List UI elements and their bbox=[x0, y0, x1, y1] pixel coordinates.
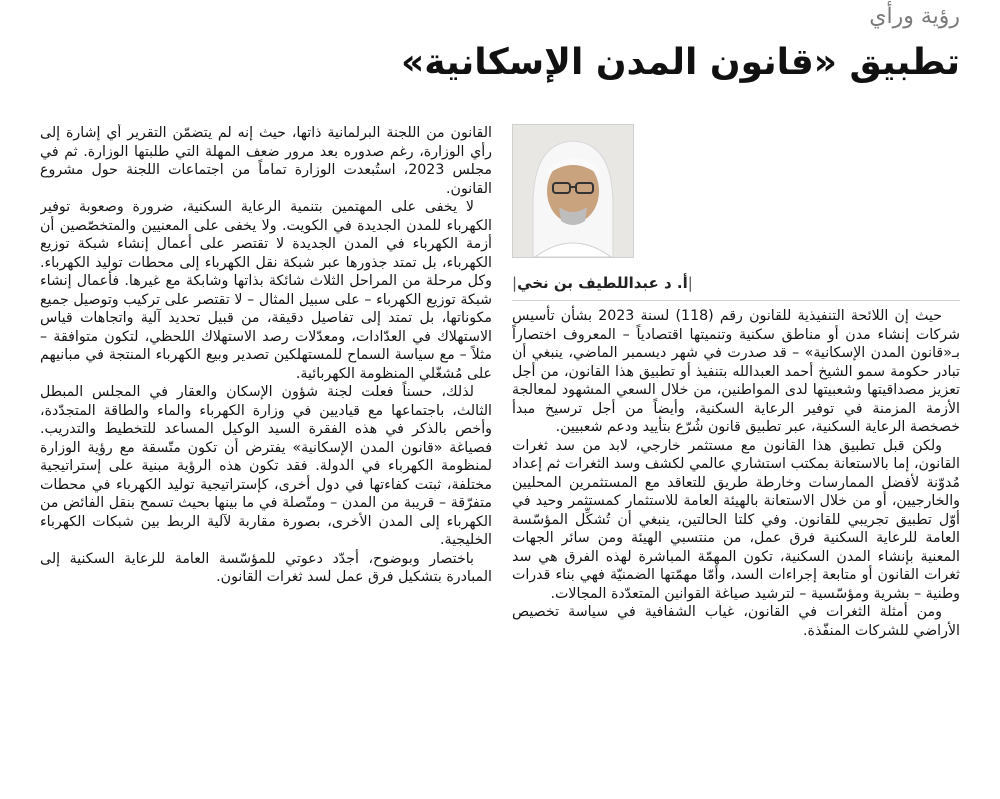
paragraph: حيث إن اللائحة التنفيذية للقانون رقم (118) لسنة 2023 بشأن تأسيس شركات إنشاء مدن أو مناطق سكنية وتنميتها اقتصادياً – المعروف اختصاراً بـ«قانون المدن الإسكانية» – قد صدرت في شهر ديسمبر الماضي، ينبغي أن تبادر حكومة سمو الشيخ أحمد العبدالله بتنفيذ أو تطبيق هذا القانون، من أجل تعزيز مصداقيتها وشعبيتها لدى المواطنين، من خلال السعي المشهود لمعالجة الأزمة المزمنة في توفير الرعاية السكنية، وأيضاً من أجل ترسيخ مبدأ خصخصة الرعاية السكنية، عبر تطبيق قانون شُرّع بتأييد ودعم شعبيين. bbox=[512, 308, 960, 435]
article-column-right bbox=[512, 124, 960, 799]
author-portrait-icon bbox=[513, 125, 633, 257]
article-title: تطبيق «قانون المدن الإسكانية» bbox=[400, 42, 960, 83]
paragraph: لذلك، حسناً فعلت لجنة شؤون الإسكان والعقار في المجلس المبطل الثالث، باجتماعها مع قياديين في وزارة الكهرباء والماء والطاقة المتجدّدة، وأخص بالذكر في هذه الفقرة السيد الوكيل المساعد للتخطيط والتدريب. فصياغة «قانون المدن الإسكانية» يفترض أن تكون متّسقة مع رؤية الوزارة لمنظومة الكهرباء في الدولة. فقد تكون هذه الرؤية مبنية على إستراتيجية مختلفة، ثبتت كفاءتها في دول أخرى، كإستراتيجية توليد الكهرباء في محطات متفرّقة – قريبة من المدن – ومتّصلة في ما بينها بحيث تسمح بنقل الفائض من الكهرباء إلى المدن الأخرى، بصورة مقاربة لآلية الربط بين شبكات الكهرباء الخليجية. bbox=[40, 384, 492, 548]
author-photo bbox=[512, 124, 634, 258]
author-name: |أ. د عبداللطيف بن نخي| bbox=[512, 273, 693, 292]
paragraph: ولكن قبل تطبيق هذا القانون مع مستثمر خارجي، لابد من سد ثغرات القانون، إما بالاستعانة بمكتب استشاري عالمي لكشف وسد الثغرات ثم إعداد مُدوّنة لأفضل الممارسات وخارطة طريق للتعاقد مع المستثمرين المحليين والخارجيين، أو من خلال الاستعانة بالهيئة العامة للاستثمار كمستثمر وحيد في أوّل تطبيق تجريبي للقانون. وفي كلتا الحالتين، ينبغي أن تُشكِّل المؤسّسة العامة للرعاية السكنية فرق عمل، من منتسبي الهيئة ومن سائر الجهات المعنية بإنشاء المدن السكنية، تكون المهمّة المباشرة لهذه الفرق هي سد ثغرات القانون أو متابعة إجراءات السد، وأمّا مهمّتها الضمنيّة فهي بناء قدرات وطنية – بشرية ومؤسّسية – لترشيد صياغة القوانين المتعدّدة المجالات. bbox=[512, 437, 960, 602]
paragraph: باختصار وبوضوح، أجدّد دعوتي للمؤسّسة العامة للرعاية السكنية إلى المبادرة بتشكيل فرق عمل لسد ثغرات القانون. bbox=[40, 550, 492, 585]
section-label: رؤية ورأي bbox=[869, 4, 960, 29]
article-column-left bbox=[40, 124, 492, 799]
author-name-text: أ. د عبداللطيف بن نخي bbox=[517, 273, 688, 292]
paragraph: ومن أمثلة الثغرات في القانون، غياب الشفافية في سياسة تخصيص الأراضي للشركات المنفّذة. bbox=[512, 604, 960, 639]
author-box bbox=[512, 124, 960, 301]
paragraph: القانون من اللجنة البرلمانية ذاتها، حيث إنه لم يتضمّن التقرير أي إشارة إلى رأي الوزارة، رغم صدوره بعد مرور ضعف المهلة التي طلبتها الوزارة. ثم في مجلس 2023، استُبعدت الوزارة تماماً من اجتماعات اللجنة حول مشروع القانون. bbox=[40, 125, 492, 197]
paragraph: لا يخفى على المهتمين بتنمية الرعاية السكنية، ضرورة وصعوبة توفير الكهرباء للمدن الجديدة في الكويت. ولا يخفى على المعنيين والمتخصّصين أن أزمة الكهرباء في المدن الجديدة لا تقتصر على أعمال إنشاء شبكة توزيع الكهرباء، بل تمتد جذورها عبر شبكة نقل الكهرباء إلى محطات توليد الكهرباء. وكل مرحلة من المراحل الثلاث شائكة بذاتها وشابكة مع غيرها. فأعمال إنشاء شبكة توزيع الكهرباء – على سبيل المثال – لا تقتصر على تركيب وتوصيل جميع مكوناتها، بل تمتد إلى تفاصيل دقيقة، من قبيل تحديد آلية واتجاهات قياس الاستهلاك في العدّادات، ومعدّلات رصد الاستهلاك اللحظي، لتكون متوافقة – مثلاً – مع سياسة السماح للمستهلكين تصدير وبيع الكهرباء المنتجة في مبانيهم على مُشغّلي المنظومة الكهربائية. bbox=[40, 199, 492, 382]
